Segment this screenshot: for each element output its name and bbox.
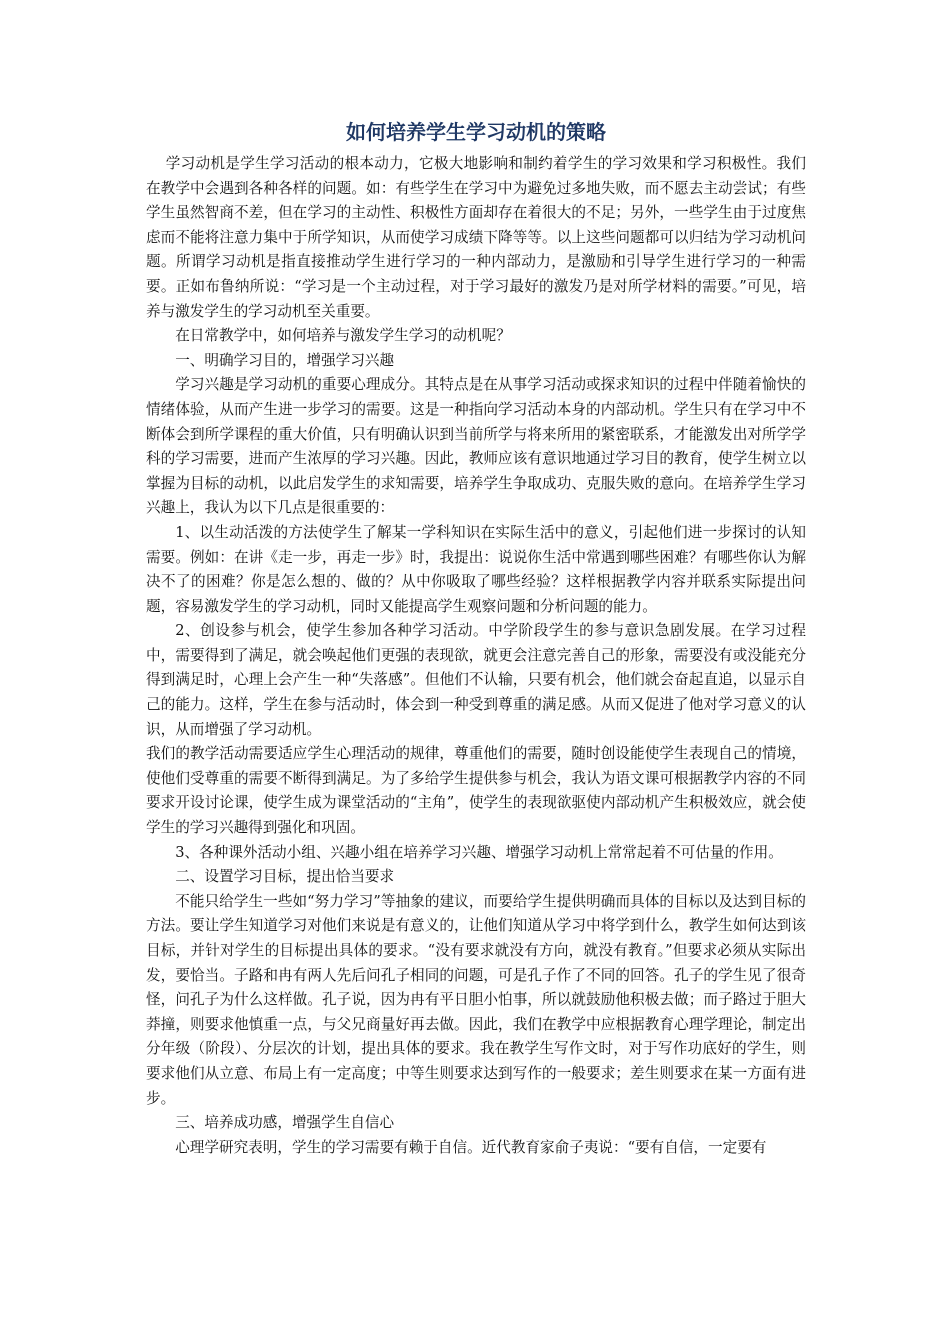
- document-page: [146, 118, 806, 1160]
- paragraph-interest: 学习兴趣是学习动机的重要心理成分。其特点是在从事学习活动或探求知识的过程中伴随着愉快的情绪体验，从而产生进一步学习的需要。这是一种指向学习活动本身的内部动机。学生只有在学习中不断体会到所学课程的重大价值，只有明确认识到当前所学与将来所用的紧密联系，才能激发出对所学学科的学习需要，进而产生浓厚的学习兴趣。因此，教师应该有意识地通过学习目的教育，使学生树立以掌握为目标的动机，以此启发学生的求知需要，培养学生争取成功、克服失败的意向。在培养学生学习兴趣上，我认为以下几点是很重要的：: [146, 376, 806, 517]
- paragraph-question: 在日常教学中，如何培养与激发学生学习的动机呢？: [175, 327, 511, 345]
- paragraph-confidence: 心理学研究表明，学生的学习需要有赖于自信。近代教育家俞子夷说：“要有自信，一定要有: [175, 1138, 767, 1156]
- section-heading-3: 三、培养成功感，增强学生自信心: [175, 1114, 395, 1132]
- paragraph-goals: 不能只给学生一些如“努力学习”等抽象的建议，而要给学生提供明确而具体的目标以及达到目标的方法。要让学生知道学习对他们来说是有意义的，让他们知道从学习中将学到什么，教学生如何达到该目标，并针对学生的目标提出具体的要求。“没有要求就没有方向，就没有教育。”但要求必须从实际出发，要恰当。子路和冉有两人先后问孔子相同的问题，可是孔子作了不同的回答。孔子的学生见了很奇怪，问孔子为什么这样做。孔子说，因为冉有平日胆小怕事，所以就鼓励他积极去做；而子路过于胆大莽撞，则要求他慎重一点，与父兄商量好再去做。因此，我们在教学中应根据教育心理学理论，制定出分年级（阶段）、分层次的计划，提出具体的要求。我在教学生写作文时，对于写作功底好的学生，则要求他们从立意、布局上有一定高度；中等生则要求达到写作的一般要求；差生则要求在某一方面有进步。: [146, 892, 806, 1107]
- paragraph-activities: 我们的教学活动需要适应学生心理活动的规律，尊重他们的需要，随时创设能使学生表现自己的情境，使他们受尊重的需要不断得到满足。为了多给学生提供参与机会，我认为语文课可根据教学内容的不同要求开设讨论课，使学生成为课堂活动的“主角”，使学生的表现欲驱使内部动机产生积极效应，就会使学生的学习兴趣得到强化和巩固。: [146, 745, 806, 837]
- document-title: 如何培养学生学习动机的策略: [346, 120, 606, 144]
- paragraph-point-3: 3、各种课外活动小组、兴趣小组在培养学习兴趣、增强学习动机上常常起着不可估量的作用。: [175, 843, 783, 861]
- paragraph-point-1: 1、以生动活泼的方法使学生了解某一学科知识在实际生活中的意义，引起他们进一步探讨的认知需要。例如：在讲《走一步，再走一步》时，我提出：说说你生活中常遇到哪些困难？有哪些你认为解决不了的困难？你是怎么想的、做的？从中你吸取了哪些经验？这样根据教学内容并联系实际提出问题，容易激发学生的学习动机，同时又能提高学生观察问题和分析问题的能力。: [146, 523, 806, 615]
- paragraph-point-2: 2、创设参与机会，使学生参加各种学习活动。中学阶段学生的参与意识急剧发展。在学习过程中，需要得到了满足，就会唤起他们更强的表现欲，就更会注意完善自己的形象，需要没有或没能充分得到满足时，心理上会产生一种“失落感”。但他们不认输，只要有机会，他们就会奋起直追，以显示自己的能力。这样，学生在参与活动时，体会到一种受到尊重的满足感。从而又促进了他对学习意义的认识，从而增强了学习动机。: [146, 622, 806, 738]
- paragraph-intro: 学习动机是学生学习活动的根本动力，它极大地影响和制约着学生的学习效果和学习积极性。我们在教学中会遇到各种各样的问题。如：有些学生在学习中为避免过多地失败，而不愿去主动尝试；有些学生虽然智商不差，但在学习的主动性、积极性方面却存在着很大的不足；另外，一些学生由于过度焦虑而不能将注意力集中于所学知识，从而使学习成绩下降等等。以上这些问题都可以归结为学习动机问题。所谓学习动机是指直接推动学生进行学习的一种内部动力，是激励和引导学生进行学习的一种需要。正如布鲁纳所说：“学习是一个主动过程，对于学习最好的激发乃是对所学材料的需要。”可见，培养与激发学生的学习动机至关重要。: [146, 155, 806, 320]
- section-heading-1: 一、明确学习目的，增强学习兴趣: [175, 351, 395, 369]
- section-heading-2: 二、设置学习目标，提出恰当要求: [175, 868, 395, 886]
